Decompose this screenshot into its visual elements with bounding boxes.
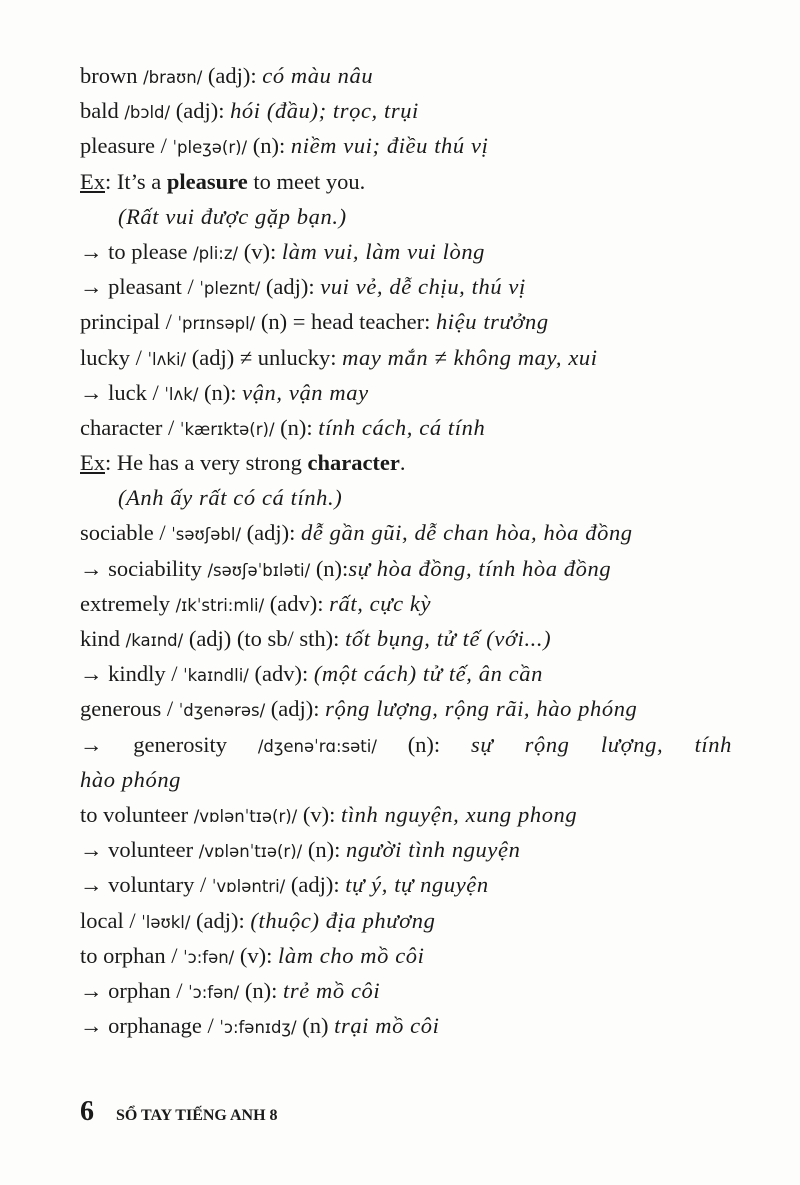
entry-text: kind bbox=[80, 626, 126, 651]
pronunciation: /vɒlənˈtɪə(r)/ bbox=[193, 806, 298, 826]
entry-text: bald bbox=[80, 98, 125, 124]
pronunciation: /səʊʃəˈbɪləti/ bbox=[207, 560, 311, 580]
entry-text: → orphan / bbox=[80, 977, 189, 1003]
vocab-entry-line bbox=[80, 1008, 732, 1043]
vocab-entry-line bbox=[80, 58, 732, 93]
translation-text: sự hòa đồng, tính hòa đồng bbox=[348, 555, 612, 581]
entry-text: (v): bbox=[297, 801, 341, 827]
pronunciation: ˈɔ:fən/ bbox=[183, 947, 235, 967]
vocab-entry-line bbox=[80, 480, 732, 515]
translation-text: tốt bụng, tử tế (với...) bbox=[345, 626, 552, 651]
vocab-entry-line bbox=[80, 938, 732, 973]
pronunciation: ˈvɒləntri/ bbox=[211, 877, 286, 897]
pronunciation: ˈkærɪktə(r)/ bbox=[179, 419, 275, 439]
entry-text: (n): bbox=[376, 731, 471, 757]
example-label: Ex bbox=[80, 168, 105, 194]
vocab-entry-line bbox=[80, 903, 732, 938]
translation-text: (Anh ấy rất có cá tính.) bbox=[118, 485, 343, 511]
entry-text: (n): bbox=[247, 133, 291, 159]
book-title: SỔ TAY TIẾNG ANH 8 bbox=[116, 1107, 278, 1124]
highlighted-word: pleasure bbox=[166, 168, 248, 194]
translation-text: tự ý, tự nguyện bbox=[345, 872, 489, 898]
entry-text: → to please bbox=[80, 238, 194, 264]
translation-text: sự rộng lượng, tính bbox=[470, 731, 732, 757]
entry-text: lucky / bbox=[80, 344, 148, 370]
vocab-entry-line bbox=[80, 93, 732, 128]
entry-text: (v): bbox=[238, 238, 282, 264]
vocab-entry-line bbox=[80, 304, 732, 339]
pronunciation: ˈpleznt/ bbox=[199, 279, 261, 299]
translation-text: làm cho mồ côi bbox=[278, 942, 425, 968]
entry-text: (n): bbox=[198, 379, 243, 405]
vocab-entry-line bbox=[80, 164, 732, 199]
entry-text: sociable / bbox=[80, 520, 172, 546]
pronunciation: ˈdʒenərəs/ bbox=[178, 701, 266, 721]
pronunciation: /ɪkˈstri:mli/ bbox=[175, 595, 265, 615]
translation-text: (thuộc) địa phương bbox=[250, 907, 436, 933]
entry-text: → volunteer bbox=[80, 837, 199, 863]
vocab-entry-line bbox=[80, 410, 732, 445]
entry-text: → pleasant / bbox=[80, 274, 200, 300]
translation-text: trại mồ côi bbox=[334, 1013, 440, 1039]
entry-text: (n): bbox=[302, 837, 346, 863]
vocab-entry-line bbox=[80, 269, 732, 304]
vocab-entry-line bbox=[80, 515, 732, 550]
entry-text: (adj) (to sb/ sth): bbox=[183, 626, 346, 651]
pronunciation: ˈpleʒə(r)/ bbox=[172, 138, 248, 158]
entry-text: (n) bbox=[296, 1013, 335, 1039]
pronunciation: ˈprɪnsəpl/ bbox=[177, 314, 256, 334]
translation-text: rộng lượng, rộng rãi, hào phóng bbox=[325, 696, 638, 722]
entry-text: to meet you. bbox=[247, 168, 366, 194]
translation-text: làm vui, làm vui lòng bbox=[281, 238, 486, 264]
pronunciation: /vɒlənˈtɪə(r)/ bbox=[198, 842, 303, 862]
entry-text: pleasure / bbox=[80, 133, 173, 159]
vocab-entry-line bbox=[80, 199, 732, 234]
highlighted-word: character bbox=[307, 450, 400, 476]
translation-text: tính cách, cá tính bbox=[318, 414, 486, 440]
vocab-entry-line bbox=[80, 727, 732, 762]
entry-text: (adj): bbox=[241, 520, 302, 546]
pronunciation: ˈləʊkl/ bbox=[141, 912, 191, 932]
entry-text: (n): bbox=[239, 977, 283, 1003]
vocab-entry-line bbox=[80, 621, 732, 656]
entry-text: (adj) ≠ unlucky: bbox=[186, 344, 343, 370]
pronunciation: /dʒenəˈrɑ:səti/ bbox=[257, 736, 377, 756]
entry-text: (adj): bbox=[170, 98, 231, 124]
pronunciation: ˈsəʊʃəbl/ bbox=[171, 525, 242, 545]
translation-text: trẻ mồ côi bbox=[283, 977, 381, 1003]
entry-text: → voluntary / bbox=[80, 872, 212, 898]
entry-text: (adj): bbox=[285, 872, 346, 898]
entry-text: (n): bbox=[274, 414, 319, 440]
entry-text: : It’s a bbox=[105, 168, 167, 194]
translation-text: (một cách) tử tế, ân cần bbox=[313, 661, 543, 687]
translation-text: vui vẻ, dễ chịu, thú vị bbox=[320, 274, 526, 300]
entry-text: (adj): bbox=[190, 907, 251, 933]
entry-text: (adj): bbox=[260, 274, 321, 300]
page-footer bbox=[80, 1096, 278, 1126]
vocab-entry-line bbox=[80, 867, 732, 902]
entry-text: character / bbox=[80, 414, 180, 440]
vocab-entry-line bbox=[80, 375, 732, 410]
pronunciation: ˈɔ:fən/ bbox=[188, 982, 240, 1002]
entry-text: principal / bbox=[80, 309, 178, 335]
entry-text: (adv): bbox=[248, 661, 314, 687]
entry-text: → kindly / bbox=[80, 661, 184, 687]
translation-text: dễ gần gũi, dễ chan hòa, hòa đồng bbox=[301, 520, 633, 546]
vocabulary-list bbox=[80, 58, 732, 1043]
translation-text: vận, vận may bbox=[242, 379, 369, 405]
translation-text: niềm vui; điều thú vị bbox=[290, 133, 489, 159]
translation-text: tình nguyện, xung phong bbox=[340, 801, 578, 827]
vocab-entry-line bbox=[80, 762, 732, 797]
vocab-entry-line bbox=[80, 586, 732, 621]
entry-text: . bbox=[399, 450, 406, 476]
translation-text: (Rất vui được gặp bạn.) bbox=[118, 203, 347, 229]
entry-text: to orphan / bbox=[80, 942, 184, 968]
vocab-entry-line bbox=[80, 234, 732, 269]
entry-text: (adj): bbox=[265, 696, 326, 722]
entry-text: : He has a very strong bbox=[105, 450, 308, 476]
entry-text: to volunteer bbox=[80, 801, 194, 827]
pronunciation: /bɔld/ bbox=[124, 103, 171, 123]
entry-text: (v): bbox=[234, 942, 278, 968]
pronunciation: ˈkaɪndli/ bbox=[183, 666, 249, 686]
vocab-entry-line bbox=[80, 445, 732, 480]
entry-text: (adv): bbox=[264, 590, 330, 616]
entry-text: generous / bbox=[80, 696, 179, 722]
translation-text: rất, cực kỳ bbox=[329, 590, 432, 616]
vocab-entry-line bbox=[80, 656, 732, 691]
entry-text: (n) = head teacher: bbox=[255, 309, 436, 335]
pronunciation: /kaɪnd/ bbox=[125, 631, 184, 650]
translation-text: hói (đầu); trọc, trụi bbox=[230, 98, 419, 124]
pronunciation: /pli:z/ bbox=[193, 243, 239, 263]
translation-text: có màu nâu bbox=[262, 63, 374, 88]
entry-text: (adj): bbox=[202, 63, 263, 88]
translation-text: hào phóng bbox=[80, 766, 182, 792]
example-label: Ex bbox=[80, 450, 105, 476]
entry-text: → orphanage / bbox=[80, 1013, 220, 1039]
vocab-entry-line bbox=[80, 551, 732, 586]
pronunciation: ˈɔ:fənɪdʒ/ bbox=[219, 1018, 297, 1038]
vocab-entry-line bbox=[80, 797, 732, 832]
entry-text: → generosity bbox=[80, 731, 258, 757]
pronunciation: /braʊn/ bbox=[143, 68, 203, 87]
vocab-entry-line bbox=[80, 691, 732, 726]
pronunciation: ˈlʌki/ bbox=[147, 349, 187, 369]
vocab-entry-line bbox=[80, 832, 732, 867]
pronunciation: ˈlʌk/ bbox=[164, 384, 199, 404]
translation-text: may mắn ≠ không may, xui bbox=[342, 344, 598, 370]
vocab-entry-line bbox=[80, 128, 732, 163]
vocab-entry-line bbox=[80, 973, 732, 1008]
page-number: 6 bbox=[80, 1096, 94, 1127]
entry-text: local / bbox=[80, 907, 142, 933]
translation-text: hiệu trưởng bbox=[435, 309, 549, 335]
entry-text: → sociability bbox=[80, 555, 208, 581]
entry-text: (n): bbox=[310, 555, 349, 581]
entry-text: extremely bbox=[80, 590, 176, 616]
vocab-entry-line bbox=[80, 340, 732, 375]
entry-text: → luck / bbox=[80, 379, 165, 405]
entry-text: brown bbox=[80, 63, 144, 88]
translation-text: người tình nguyện bbox=[345, 837, 521, 863]
